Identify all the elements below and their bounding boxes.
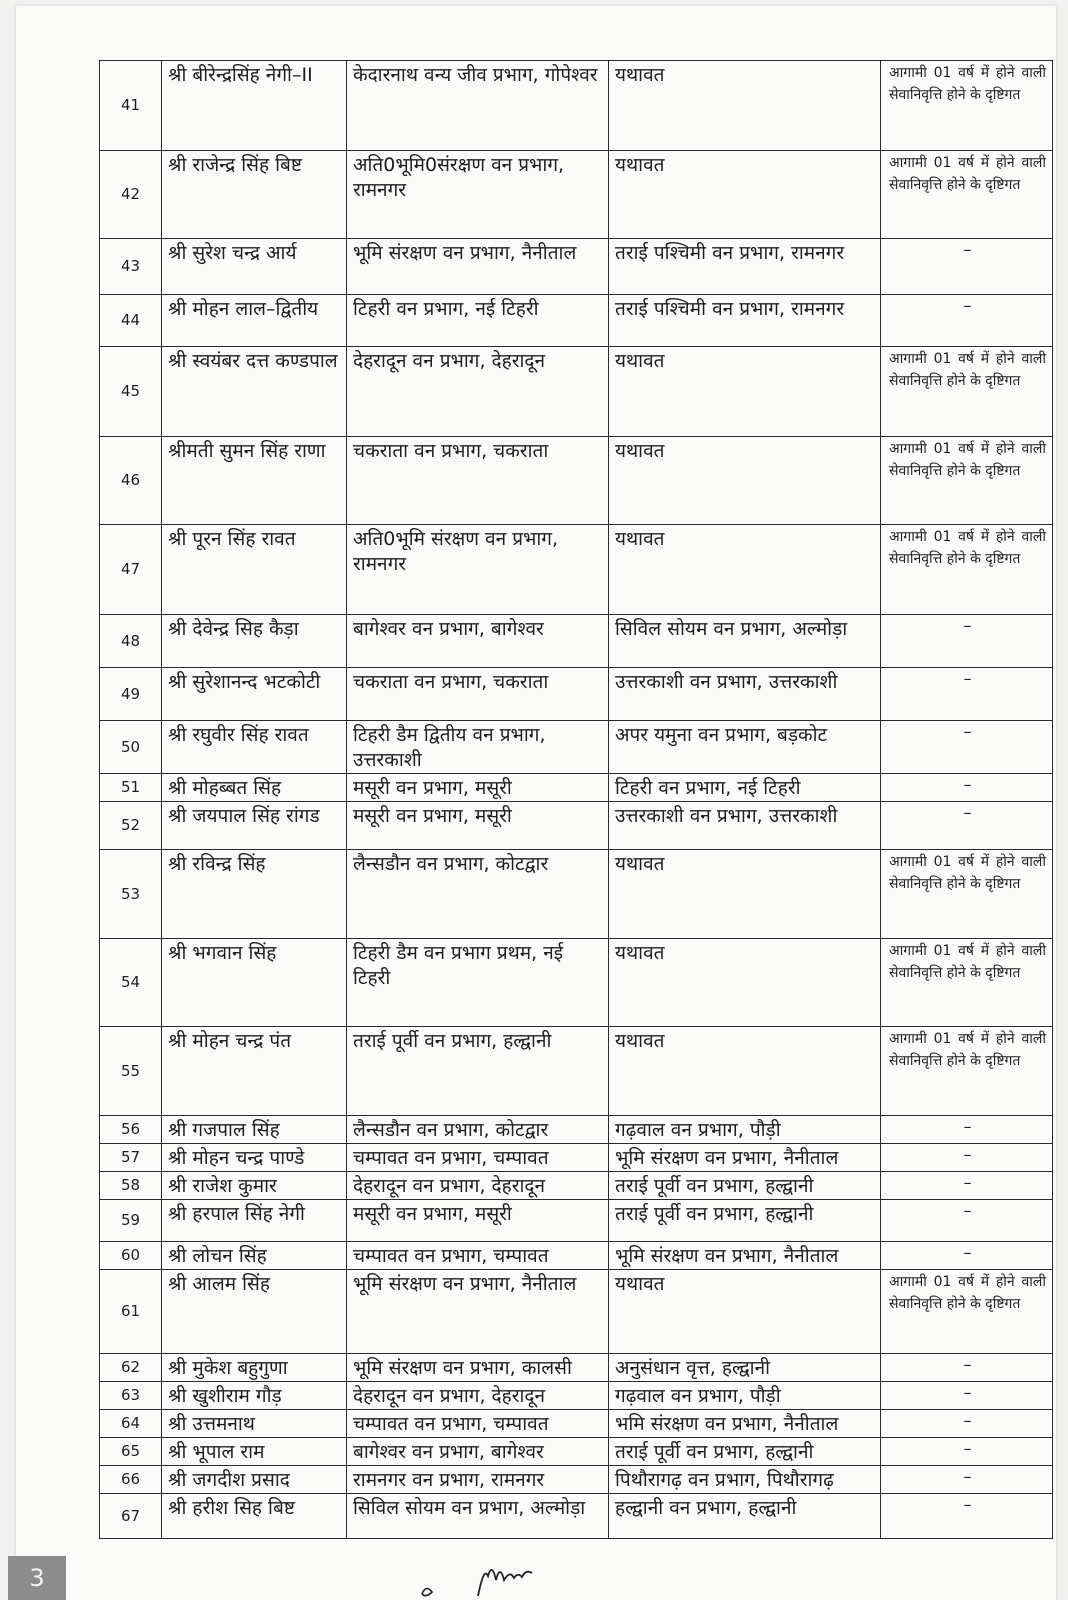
table-row — [100, 615, 1053, 668]
serial-number: 57 — [100, 1144, 162, 1172]
employee-name: श्री मोहन चन्द्र पंत — [162, 1027, 347, 1116]
new-posting: यथावत — [609, 850, 881, 939]
new-posting: अपर यमुना वन प्रभाग, बड़कोट — [609, 721, 881, 774]
serial-number: 65 — [100, 1438, 162, 1466]
current-posting: चम्पावत वन प्रभाग, चम्पावत — [347, 1242, 609, 1270]
employee-name: श्री गजपाल सिंह — [162, 1116, 347, 1144]
serial-number: 50 — [100, 721, 162, 774]
serial-number: 51 — [100, 774, 162, 802]
remarks: – — [881, 1116, 1053, 1144]
new-posting: गढ़वाल वन प्रभाग, पौड़ी — [609, 1382, 881, 1410]
employee-name: श्री जगदीश प्रसाद — [162, 1466, 347, 1494]
remarks: – — [881, 1466, 1053, 1494]
current-posting: टिहरी डैम द्वितीय वन प्रभाग, उत्तरकाशी — [347, 721, 609, 774]
serial-number: 44 — [100, 295, 162, 347]
employee-name: श्री बीरेन्द्रसिंह नेगी–II — [162, 61, 347, 151]
current-posting: मसूरी वन प्रभाग, मसूरी — [347, 802, 609, 850]
table-row — [100, 1242, 1053, 1270]
table-row — [100, 1116, 1053, 1144]
serial-number: 61 — [100, 1270, 162, 1354]
current-posting: लैन्सडौन वन प्रभाग, कोटद्वार — [347, 1116, 609, 1144]
serial-number: 59 — [100, 1200, 162, 1242]
employee-name: श्री सुरेशानन्द भटकोटी — [162, 668, 347, 721]
table-row — [100, 1494, 1053, 1539]
employee-name: श्री भगवान सिंह — [162, 939, 347, 1027]
remarks: – — [881, 1144, 1053, 1172]
employee-name: श्री लोचन सिंह — [162, 1242, 347, 1270]
remarks: – — [881, 239, 1053, 295]
new-posting: सिविल सोयम वन प्रभाग, अल्मोड़ा — [609, 615, 881, 668]
new-posting: यथावत — [609, 525, 881, 615]
serial-number: 60 — [100, 1242, 162, 1270]
remarks: आगामी 01 वर्ष में होने वाली सेवानिवृत्ति होने के दृष्टिगत — [881, 525, 1053, 615]
table-row — [100, 61, 1053, 151]
employee-name: श्री मोहन चन्द्र पाण्डे — [162, 1144, 347, 1172]
serial-number: 67 — [100, 1494, 162, 1539]
employee-name: श्री उत्तमनाथ — [162, 1410, 347, 1438]
current-posting: चकराता वन प्रभाग, चकराता — [347, 668, 609, 721]
remarks: आगामी 01 वर्ष में होने वाली सेवानिवृत्ति होने के दृष्टिगत — [881, 1270, 1053, 1354]
new-posting: तराई पश्चिमी वन प्रभाग, रामनगर — [609, 239, 881, 295]
new-posting: तराई पूर्वी वन प्रभाग, हल्द्वानी — [609, 1172, 881, 1200]
remarks: – — [881, 1172, 1053, 1200]
new-posting: यथावत — [609, 347, 881, 437]
current-posting: मसूरी वन प्रभाग, मसूरी — [347, 774, 609, 802]
serial-number: 53 — [100, 850, 162, 939]
table-row — [100, 1270, 1053, 1354]
serial-number: 52 — [100, 802, 162, 850]
remarks: – — [881, 668, 1053, 721]
table-row — [100, 1200, 1053, 1242]
table-row — [100, 347, 1053, 437]
table-row — [100, 1410, 1053, 1438]
current-posting: रामनगर वन प्रभाग, रामनगर — [347, 1466, 609, 1494]
employee-name: श्री मोहन लाल–द्वितीय — [162, 295, 347, 347]
remarks: – — [881, 1410, 1053, 1438]
remarks: आगामी 01 वर्ष में होने वाली सेवानिवृत्ति होने के दृष्टिगत — [881, 437, 1053, 525]
employee-name: श्री राजेन्द्र सिंह बिष्ट — [162, 151, 347, 239]
new-posting: गढ़वाल वन प्रभाग, पौड़ी — [609, 1116, 881, 1144]
employee-name: श्री राजेश कुमार — [162, 1172, 347, 1200]
table-row — [100, 437, 1053, 525]
current-posting: सिविल सोयम वन प्रभाग, अल्मोड़ा — [347, 1494, 609, 1539]
serial-number: 48 — [100, 615, 162, 668]
employee-name: श्री रघुवीर सिंह रावत — [162, 721, 347, 774]
current-posting: देहरादून वन प्रभाग, देहरादून — [347, 1382, 609, 1410]
serial-number: 58 — [100, 1172, 162, 1200]
table-row — [100, 1382, 1053, 1410]
employee-name: श्री स्वयंबर दत्त कण्डपाल — [162, 347, 347, 437]
remarks: – — [881, 1200, 1053, 1242]
table-row — [100, 850, 1053, 939]
table-row — [100, 721, 1053, 774]
remarks: – — [881, 721, 1053, 774]
serial-number: 62 — [100, 1354, 162, 1382]
serial-number: 54 — [100, 939, 162, 1027]
employee-name: श्री खुशीराम गौड़ — [162, 1382, 347, 1410]
current-posting: टिहरी वन प्रभाग, नई टिहरी — [347, 295, 609, 347]
current-posting: अति0भूमि संरक्षण वन प्रभाग, रामनगर — [347, 525, 609, 615]
remarks: – — [881, 295, 1053, 347]
serial-number: 56 — [100, 1116, 162, 1144]
remarks: आगामी 01 वर्ष में होने वाली सेवानिवृत्ति होने के दृष्टिगत — [881, 850, 1053, 939]
current-posting: लैन्सडौन वन प्रभाग, कोटद्वार — [347, 850, 609, 939]
employee-name: श्री जयपाल सिंह रांगड — [162, 802, 347, 850]
employee-name: श्री भूपाल राम — [162, 1438, 347, 1466]
current-posting: भूमि संरक्षण वन प्रभाग, नैनीताल — [347, 239, 609, 295]
employee-name: श्री मोहब्बत सिंह — [162, 774, 347, 802]
remarks: – — [881, 1354, 1053, 1382]
table-row — [100, 1027, 1053, 1116]
remarks: आगामी 01 वर्ष में होने वाली सेवानिवृत्ति होने के दृष्टिगत — [881, 151, 1053, 239]
remarks: – — [881, 1382, 1053, 1410]
remarks: – — [881, 802, 1053, 850]
new-posting: अनुसंधान वृत्त, हल्द्वानी — [609, 1354, 881, 1382]
employee-name: श्रीमती सुमन सिंह राणा — [162, 437, 347, 525]
table-row — [100, 774, 1053, 802]
table-row — [100, 239, 1053, 295]
transfer-table — [99, 60, 1053, 1539]
page-number-badge: 3 — [8, 1556, 66, 1600]
remarks: – — [881, 1242, 1053, 1270]
current-posting: तराई पूर्वी वन प्रभाग, हल्द्वानी — [347, 1027, 609, 1116]
new-posting: यथावत — [609, 61, 881, 151]
new-posting: तराई पूर्वी वन प्रभाग, हल्द्वानी — [609, 1438, 881, 1466]
document-page — [16, 6, 1056, 1600]
new-posting: हल्द्वानी वन प्रभाग, हल्द्वानी — [609, 1494, 881, 1539]
current-posting: बागेश्वर वन प्रभाग, बागेश्वर — [347, 1438, 609, 1466]
current-posting: चकराता वन प्रभाग, चकराता — [347, 437, 609, 525]
serial-number: 64 — [100, 1410, 162, 1438]
table-row — [100, 1466, 1053, 1494]
serial-number: 43 — [100, 239, 162, 295]
current-posting: देहरादून वन प्रभाग, देहरादून — [347, 347, 609, 437]
new-posting: यथावत — [609, 1270, 881, 1354]
remarks: आगामी 01 वर्ष में होने वाली सेवानिवृत्ति होने के दृष्टिगत — [881, 61, 1053, 151]
employee-name: श्री सुरेश चन्द्र आर्य — [162, 239, 347, 295]
serial-number: 41 — [100, 61, 162, 151]
current-posting: भूमि संरक्षण वन प्रभाग, नैनीताल — [347, 1270, 609, 1354]
new-posting: यथावत — [609, 437, 881, 525]
new-posting: भमि संरक्षण वन प्रभाग, नैनीताल — [609, 1410, 881, 1438]
employee-name: श्री रविन्द्र सिंह — [162, 850, 347, 939]
table-row — [100, 1354, 1053, 1382]
new-posting: तराई पूर्वी वन प्रभाग, हल्द्वानी — [609, 1200, 881, 1242]
new-posting: भूमि संरक्षण वन प्रभाग, नैनीताल — [609, 1144, 881, 1172]
remarks: – — [881, 615, 1053, 668]
new-posting: तराई पश्चिमी वन प्रभाग, रामनगर — [609, 295, 881, 347]
table-row — [100, 802, 1053, 850]
new-posting: टिहरी वन प्रभाग, नई टिहरी — [609, 774, 881, 802]
table-row — [100, 939, 1053, 1027]
employee-name: श्री पूरन सिंह रावत — [162, 525, 347, 615]
table-row — [100, 295, 1053, 347]
table-row — [100, 151, 1053, 239]
serial-number: 63 — [100, 1382, 162, 1410]
serial-number: 45 — [100, 347, 162, 437]
serial-number: 42 — [100, 151, 162, 239]
handwritten-signature — [420, 1560, 580, 1600]
employee-name: श्री आलम सिंह — [162, 1270, 347, 1354]
remarks: – — [881, 1494, 1053, 1539]
current-posting: टिहरी डैम वन प्रभाग प्रथम, नई टिहरी — [347, 939, 609, 1027]
table-row — [100, 1172, 1053, 1200]
table-row — [100, 525, 1053, 615]
current-posting: केदारनाथ वन्य जीव प्रभाग, गोपेश्वर — [347, 61, 609, 151]
employee-name: श्री देवेन्द्र सिह कैड़ा — [162, 615, 347, 668]
table-body — [100, 61, 1053, 1539]
current-posting: देहरादून वन प्रभाग, देहरादून — [347, 1172, 609, 1200]
remarks: – — [881, 1438, 1053, 1466]
employee-name: श्री हरपाल सिंह नेगी — [162, 1200, 347, 1242]
table-row — [100, 1438, 1053, 1466]
new-posting: यथावत — [609, 1027, 881, 1116]
new-posting: पिथौरागढ़ वन प्रभाग, पिथौरागढ़ — [609, 1466, 881, 1494]
new-posting: यथावत — [609, 151, 881, 239]
new-posting: उत्तरकाशी वन प्रभाग, उत्तरकाशी — [609, 802, 881, 850]
current-posting: भूमि संरक्षण वन प्रभाग, कालसी — [347, 1354, 609, 1382]
current-posting: चम्पावत वन प्रभाग, चम्पावत — [347, 1410, 609, 1438]
serial-number: 46 — [100, 437, 162, 525]
employee-name: श्री मुकेश बहुगुणा — [162, 1354, 347, 1382]
serial-number: 49 — [100, 668, 162, 721]
remarks: – — [881, 774, 1053, 802]
table-row — [100, 1144, 1053, 1172]
remarks: आगामी 01 वर्ष में होने वाली सेवानिवृत्ति होने के दृष्टिगत — [881, 939, 1053, 1027]
current-posting: मसूरी वन प्रभाग, मसूरी — [347, 1200, 609, 1242]
new-posting: भूमि संरक्षण वन प्रभाग, नैनीताल — [609, 1242, 881, 1270]
new-posting: यथावत — [609, 939, 881, 1027]
current-posting: चम्पावत वन प्रभाग, चम्पावत — [347, 1144, 609, 1172]
current-posting: अति0भूमि0संरक्षण वन प्रभाग, रामनगर — [347, 151, 609, 239]
table-row — [100, 668, 1053, 721]
serial-number: 55 — [100, 1027, 162, 1116]
remarks: आगामी 01 वर्ष में होने वाली सेवानिवृत्ति होने के दृष्टिगत — [881, 347, 1053, 437]
current-posting: बागेश्वर वन प्रभाग, बागेश्वर — [347, 615, 609, 668]
new-posting: उत्तरकाशी वन प्रभाग, उत्तरकाशी — [609, 668, 881, 721]
employee-name: श्री हरीश सिह बिष्ट — [162, 1494, 347, 1539]
serial-number: 47 — [100, 525, 162, 615]
serial-number: 66 — [100, 1466, 162, 1494]
remarks: आगामी 01 वर्ष में होने वाली सेवानिवृत्ति होने के दृष्टिगत — [881, 1027, 1053, 1116]
